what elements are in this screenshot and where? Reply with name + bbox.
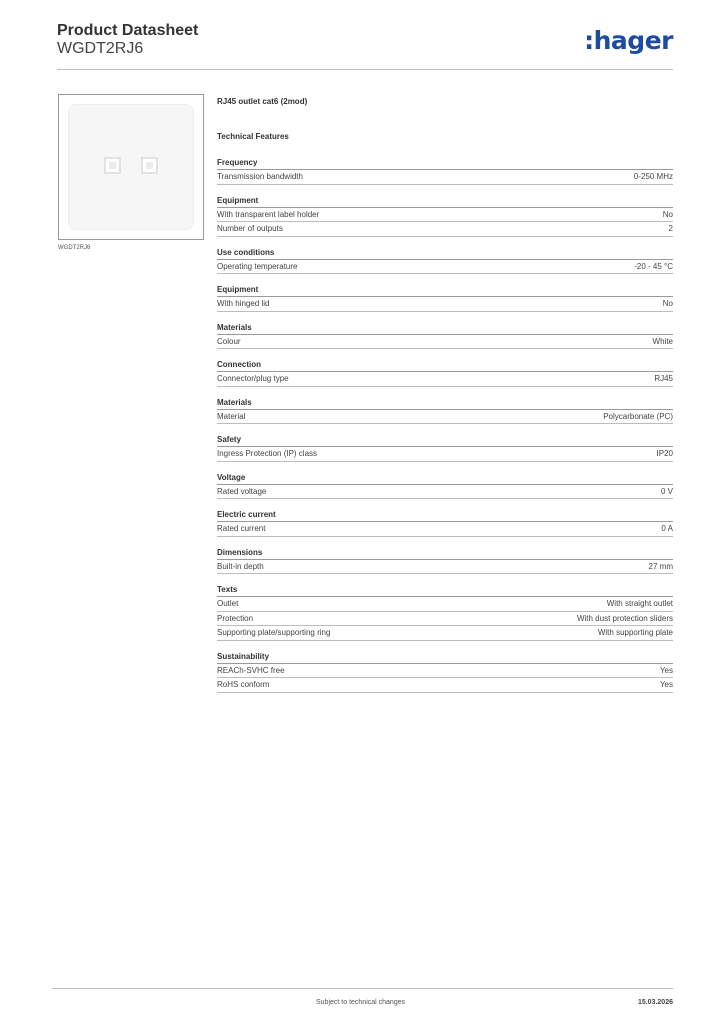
spec-value: No xyxy=(662,209,673,219)
spec-value: Polycarbonate (PC) xyxy=(603,411,673,421)
spec-label: Number of outputs xyxy=(217,224,283,233)
product-name: RJ45 outlet cat6 (2mod) xyxy=(217,97,308,106)
section-title: Sustainability xyxy=(217,651,673,664)
spec-label: Outlet xyxy=(217,599,239,608)
feature-section xyxy=(217,472,673,500)
spec-value: With dust protection sliders xyxy=(576,613,673,623)
image-caption: WGDT2RJ6 xyxy=(58,245,91,251)
spec-label: Operating temperature xyxy=(217,261,298,271)
spec-row xyxy=(217,372,673,387)
section-title: Use conditions xyxy=(217,247,673,260)
spec-value: -20 - 45 °C xyxy=(634,261,673,271)
spec-row xyxy=(217,612,673,627)
section-title: Voltage xyxy=(217,472,673,485)
spec-label: With transparent label holder xyxy=(217,209,320,219)
section-title: Connection xyxy=(217,359,673,372)
feature-section xyxy=(217,434,673,462)
spec-label: Protection xyxy=(217,613,254,623)
feature-section xyxy=(217,547,673,575)
spec-label: With hinged lid xyxy=(217,299,270,308)
section-title: Materials xyxy=(217,397,673,410)
spec-value: RJ45 xyxy=(654,374,673,383)
spec-value: 0-250 MHz xyxy=(633,172,673,181)
spec-row xyxy=(217,335,673,350)
spec-label: Ingress Protection (IP) class xyxy=(217,449,318,458)
spec-row xyxy=(217,522,673,537)
feature-section xyxy=(217,509,673,537)
feature-section xyxy=(217,397,673,425)
feature-section xyxy=(217,247,673,275)
spec-row xyxy=(217,664,673,679)
feature-sections xyxy=(217,157,673,693)
spec-label: Supporting plate/supporting ring xyxy=(217,628,331,637)
spec-label: Rated current xyxy=(217,524,266,533)
spec-row xyxy=(217,410,673,425)
spec-row xyxy=(217,297,673,312)
spec-value: Yes xyxy=(659,680,673,689)
section-title: Materials xyxy=(217,322,673,335)
spec-value: 0 V xyxy=(660,486,673,496)
spec-value: IP20 xyxy=(656,449,673,458)
rj45-port-right xyxy=(141,157,158,174)
spec-label: Rated voltage xyxy=(217,486,267,496)
hager-logo: :hager xyxy=(584,26,673,55)
feature-section xyxy=(217,651,673,693)
spec-row xyxy=(217,447,673,462)
spec-label: RoHS conform xyxy=(217,680,270,689)
spec-label: Built-in depth xyxy=(217,561,264,571)
spec-label: REACh-SVHC free xyxy=(217,665,285,675)
feature-section xyxy=(217,584,673,641)
section-title: Equipment xyxy=(217,284,673,297)
feature-section xyxy=(217,322,673,350)
spec-label: Transmission bandwidth xyxy=(217,172,303,181)
spec-value: 2 xyxy=(668,224,673,233)
spec-row xyxy=(217,222,673,237)
spec-row xyxy=(217,597,673,612)
spec-row xyxy=(217,560,673,575)
product-code: WGDT2RJ6 xyxy=(57,40,144,57)
spec-value: 0 A xyxy=(661,524,673,533)
section-title: Electric current xyxy=(217,509,673,522)
feature-section xyxy=(217,195,673,237)
feature-section xyxy=(217,157,673,185)
rj45-port-left xyxy=(104,157,121,174)
spec-value: White xyxy=(652,336,673,346)
spec-row xyxy=(217,170,673,185)
feature-section xyxy=(217,359,673,387)
spec-value: Yes xyxy=(659,665,673,675)
page-footer xyxy=(52,988,673,1006)
spec-row xyxy=(217,485,673,500)
section-title: Texts xyxy=(217,584,673,597)
product-image xyxy=(58,94,204,240)
outlet-plate xyxy=(68,104,194,230)
footer-date: 15.03.2026 xyxy=(637,999,673,1006)
page-header xyxy=(57,20,673,70)
footer-note: Subject to technical changes xyxy=(316,999,406,1006)
spec-label: Colour xyxy=(217,336,241,346)
spec-row xyxy=(217,208,673,223)
spec-row xyxy=(217,260,673,275)
section-title: Safety xyxy=(217,434,673,447)
section-title: Dimensions xyxy=(217,547,673,560)
section-title: Equipment xyxy=(217,195,673,208)
spec-label: Connector/plug type xyxy=(217,374,289,383)
spec-value: With supporting plate xyxy=(597,628,673,637)
spec-value: With straight outlet xyxy=(606,599,673,608)
technical-features-title: Technical Features xyxy=(217,132,289,141)
technical-content xyxy=(217,96,673,693)
spec-row xyxy=(217,626,673,641)
spec-label: Material xyxy=(217,411,246,421)
document-title: Product Datasheet xyxy=(57,22,199,39)
section-title: Frequency xyxy=(217,157,673,170)
spec-value: No xyxy=(662,299,673,308)
spec-row xyxy=(217,678,673,693)
feature-section xyxy=(217,284,673,312)
spec-value: 27 mm xyxy=(648,561,673,571)
